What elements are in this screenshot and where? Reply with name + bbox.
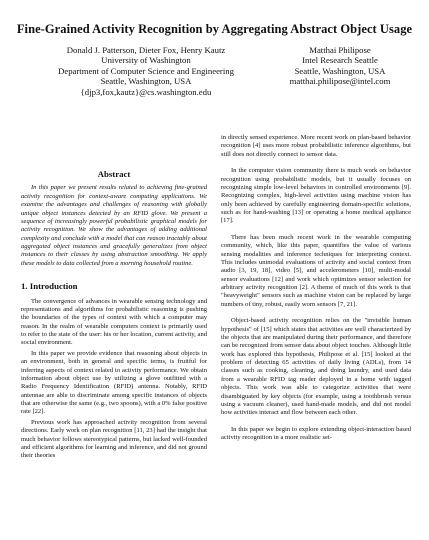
author-block (0, 45, 429, 125)
affiliation-uw (28, 45, 264, 97)
paragraph: The convergence of advances in wearable sensing technology and representations and algorithms for probabilistic reasoning is pushing the boundaries of the types of context with which a computer may reason. In the realm of wearable computers context is primarily used to refer to the state of the user: his or her location, current activity, and social environment. (21, 297, 207, 347)
left-column (21, 170, 207, 461)
affiliation-line: Intel Research Seattle (302, 55, 378, 66)
author-email: matthai.philipose@intel.com (289, 76, 391, 87)
affiliation-intel (272, 45, 408, 87)
paragraph: Object-based activity recognition relies on the "invisible human hypothesis" of [15] which states that activities are well characterized by the objects that are manipulated during their performance, and therefore can be recognized from sensor data about object touches. Although little work has explored this hypothesis, Philipose et al. [15] looked at the problem of detecting 65 activities of daily living (ADLs), from 14 classes such as cooking, cleaning, and doing laundry, and used data from a wearable RFID tag reader deployed in a home with tagged objects. This work was able to categorize activities that were disambiguated by key objects (for example, using a toothbrush versus using a vacuum cleaner), used hand-made models, and did not model how activities interact and flow between each other. (221, 317, 411, 417)
paragraph: In this paper we provide evidence that reasoning about objects in an environment, both in general and specific terms, is fruitful for inferring aspects of context related to activity performance. We obtain information about object use by utilizing a glove outfitted with a Radio Frequency Identification (RFID) antenna. Notably, RFID antennae are able to discriminate among specific instances of objects that are otherwise the same (e.g., two spoons), with a 0% false positive rate [22]. (21, 349, 207, 416)
abstract-text: In this paper we present results related to achieving fine-grained activity recognition for context-aware computing applications. We examine the advantages and challenges of reasoning with globally unique object instances detected by an RFID glove. We present a sequence of increasingly powerful probabilistic graphical models for activity recognition. We show the advantages of adding additional complexity and conclude with a model that can reason tractably about aggregated object instances and gracefully generalizes from object instances to their classes by using abstraction smoothing. We apply these models to data collected from a morning household routine. (21, 184, 207, 267)
affiliation-line: Seattle, Washington, USA (294, 65, 386, 76)
abstract-heading: Abstract (97, 169, 131, 179)
paragraph: In this paper we begin to explore extending object-interaction based activity recognition in a more realistic set- (221, 425, 411, 441)
affiliation-line: University of Washington (101, 55, 191, 66)
affiliation-line: Seattle, Washington, USA (100, 76, 192, 87)
right-column (221, 134, 411, 442)
paragraph: in directly sensed experience. More recent work on plan-based behavior recognition [4] uses more robust probabilistic inference algorithms, but still does not directly connect to sensor data. (221, 134, 411, 158)
paragraph: In the computer vision community there is much work on behavior recognition using probabilistic models, but it usually focuses on recognizing simple low-level behaviors in controlled environments [9]. Recognizing complex, high-level activities using machine vision has only been achieved by carefully engineering domain-specific solutions, such as for hand-washing [13] or operating a home medical appliance [17]. (221, 167, 411, 225)
paper-title: Fine-Grained Activity Recognition by Aggregating Abstract Object Usage (16, 22, 413, 36)
author-names: Matthai Philipose (309, 45, 371, 55)
author-email: {djp3,fox,kautz}@cs.washington.edu (80, 86, 212, 97)
author-names: Donald J. Patterson, Dieter Fox, Henry Kautz (66, 45, 226, 55)
affiliation-line: Department of Computer Science and Engineering (58, 65, 234, 76)
paragraph: Previous work has approached activity recognition from several directions. Early work on plan recognition [11, 23] had the insight that much behavior follows stereotypical patterns, but lacked well-founded and efficient algorithms for learning and inference, and did not ground their theories (21, 418, 207, 460)
paragraph: There has been much recent work in the wearable computing community, which, like this paper, quantifies the value of various sensing modalities and inference techniques for interpreting context. This includes unimodal evaluations of activity and social context from audio [3, 19, 18], video [5], and accelerometers [10], multi-modal sensor evaluations [12] and work which optimizes sensor selection for arbitrary activity recognition [2]. A theme of much of this work is that "heavyweight" sensors such as machine vision can be replaced by large numbers of tiny, robust, easily worn sensors [7, 21]. (221, 233, 411, 308)
abstract (21, 184, 207, 268)
section-heading-introduction: 1. Introduction (21, 281, 78, 292)
